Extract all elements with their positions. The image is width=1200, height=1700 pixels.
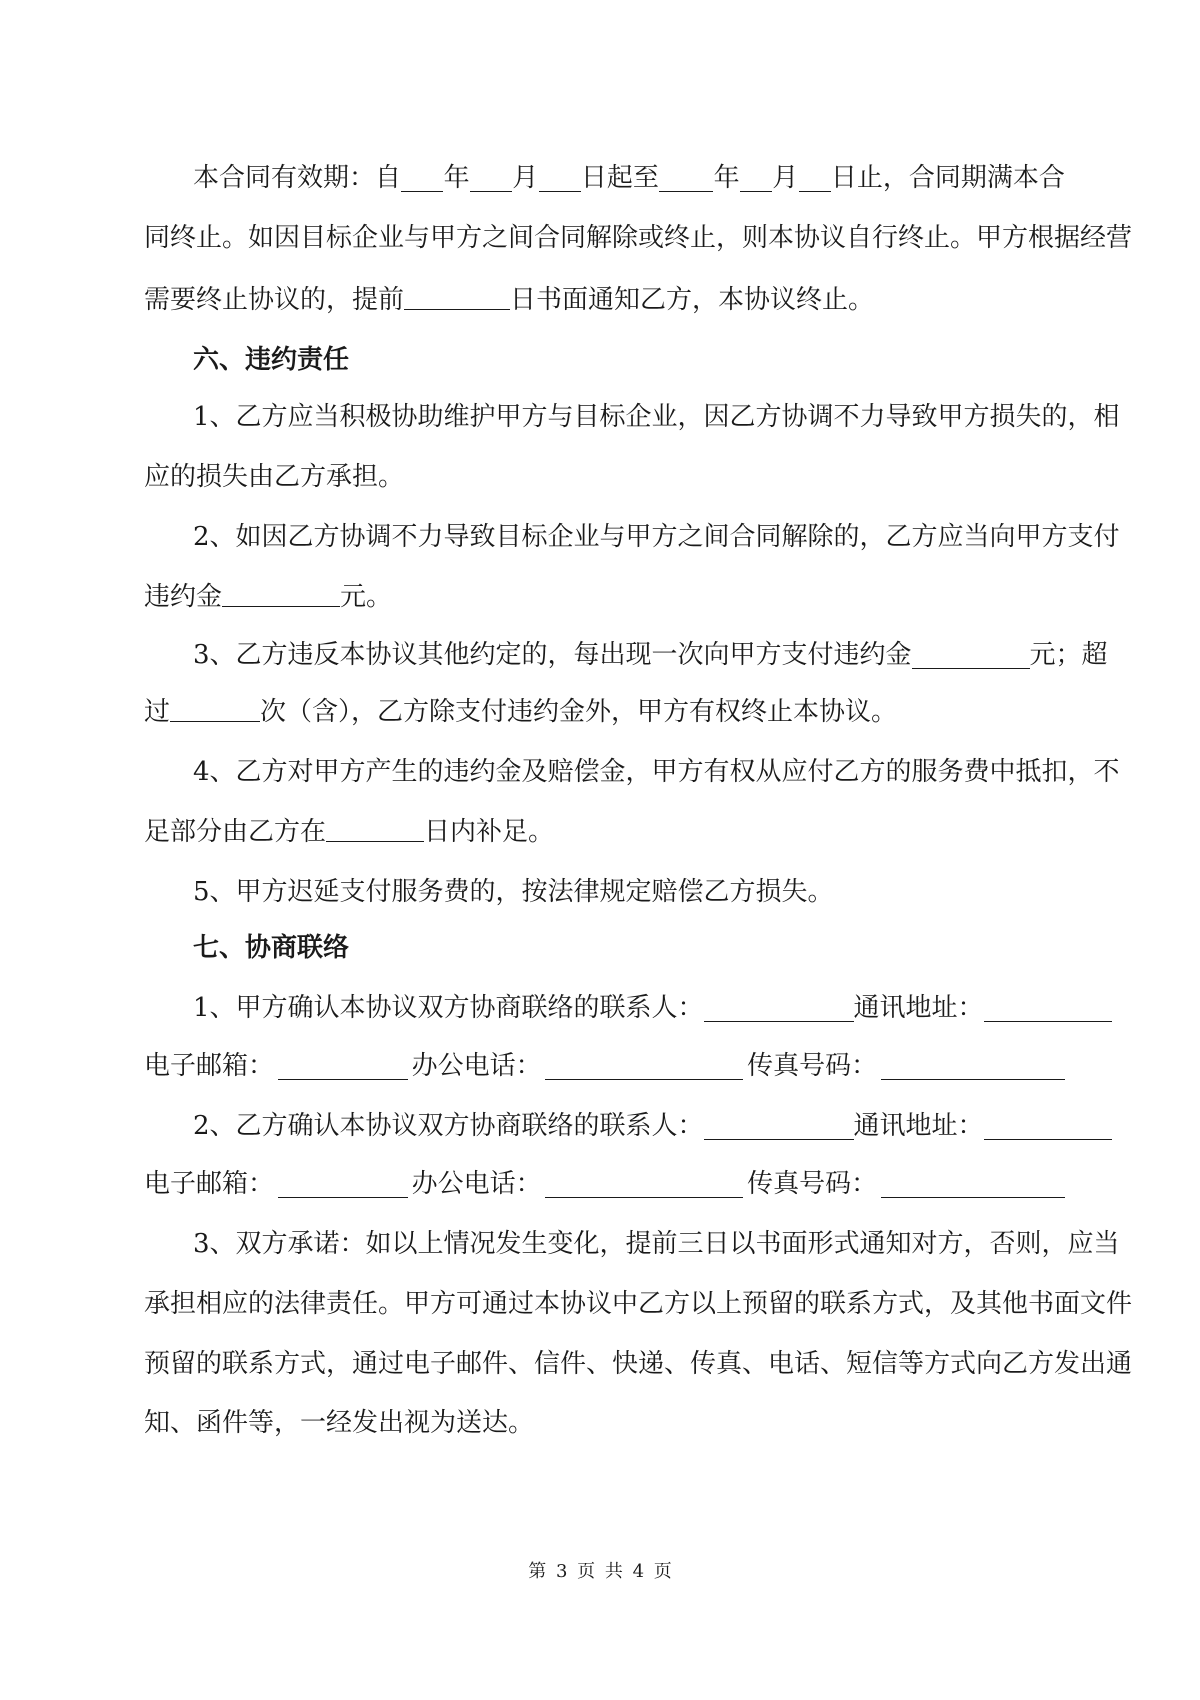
blank-party-a-contact bbox=[704, 994, 854, 1022]
blank-start-year bbox=[401, 164, 443, 192]
clause-6-4-line-1: 4、乙方对甲方产生的违约金及赔偿金，甲方有权从应付乙方的服务费中抵扣，不 bbox=[193, 757, 1120, 787]
blank-start-day bbox=[539, 164, 581, 192]
clause-6-3-line-1: 3、乙方违反本协议其他约定的，每出现一次向甲方支付违约金 元；超 bbox=[193, 640, 1108, 670]
blank-party-a-address bbox=[984, 994, 1112, 1022]
blank-party-b-address bbox=[984, 1112, 1112, 1140]
clause-7-3-line-2: 承担相应的法律责任。甲方可通过本协议中乙方以上预留的联系方式，及其他书面文件 bbox=[144, 1289, 1133, 1319]
clause-6-4-line-2: 足部分由乙方在 日内补足。 bbox=[144, 812, 1065, 852]
blank-party-a-fax bbox=[881, 1052, 1065, 1080]
clause-6-1-line-1: 1、乙方应当积极协助维护甲方与目标企业，因乙方协调不力导致甲方损失的，相 bbox=[193, 402, 1120, 432]
clause-6-3-line-2: 过 次（含），乙方除支付违约金外，甲方有权终止本协议。 bbox=[144, 692, 1065, 732]
clause-7-1-line-2: 电子邮箱： 办公电话： 传真号码： bbox=[144, 1046, 1065, 1086]
blank-end-month bbox=[740, 164, 772, 192]
clause-7-3-line-3: 预留的联系方式，通过电子邮件、信件、快递、传真、电话、短信等方式向乙方发出通 bbox=[144, 1349, 1133, 1379]
page-number-footer: 第 3 页 共 4 页 bbox=[528, 1561, 672, 1582]
blank-party-a-phone bbox=[545, 1052, 743, 1080]
clause-6-2-line-2: 违约金 元。 bbox=[144, 577, 1065, 617]
clause-7-1-line-1: 1、甲方确认本协议双方协商联络的联系人： 通讯地址： bbox=[144, 988, 1065, 1028]
blank-makeup-days bbox=[326, 814, 424, 842]
blank-party-b-fax bbox=[881, 1170, 1065, 1198]
term-line-1: 本合同有效期：自 年 月 日起至 年 月 日止，合同期满本合 bbox=[193, 163, 1065, 193]
term-line-2: 同终止。如因目标企业与甲方之间合同解除或终止，则本协议自行终止。甲方根据经营 bbox=[144, 223, 1133, 253]
clause-7-2-line-2: 电子邮箱： 办公电话： 传真号码： bbox=[144, 1164, 1065, 1204]
clause-6-5-line-1: 5、甲方迟延支付服务费的，按法律规定赔偿乙方损失。 bbox=[193, 877, 834, 907]
blank-notice-days bbox=[404, 282, 510, 310]
clause-7-3-line-1: 3、双方承诺：如以上情况发生变化，提前三日以书面形式通知对方，否则，应当 bbox=[193, 1229, 1120, 1259]
blank-party-b-contact bbox=[704, 1112, 854, 1140]
section-title-contact: 七、协商联络 bbox=[193, 933, 350, 963]
blank-violation-times bbox=[170, 694, 260, 722]
blank-party-b-email bbox=[278, 1170, 408, 1198]
clause-6-1-line-2: 应的损失由乙方承担。 bbox=[144, 462, 405, 492]
blank-start-month bbox=[470, 164, 512, 192]
blank-violation-penalty bbox=[912, 641, 1030, 669]
blank-end-year bbox=[659, 164, 713, 192]
section-title-breach: 六、违约责任 bbox=[193, 345, 350, 375]
clause-6-2-line-1: 2、如因乙方协调不力导致目标企业与甲方之间合同解除的，乙方应当向甲方支付 bbox=[193, 522, 1120, 552]
blank-party-a-email bbox=[278, 1052, 408, 1080]
term-line-3: 需要终止协议的，提前 日书面通知乙方，本协议终止。 bbox=[144, 280, 1065, 320]
clause-7-3-line-4: 知、函件等，一经发出视为送达。 bbox=[144, 1408, 535, 1438]
clause-7-2-line-1: 2、乙方确认本协议双方协商联络的联系人： 通讯地址： bbox=[144, 1106, 1065, 1146]
blank-party-b-phone bbox=[545, 1170, 743, 1198]
blank-penalty-amount bbox=[222, 579, 340, 607]
blank-end-day bbox=[799, 164, 831, 192]
